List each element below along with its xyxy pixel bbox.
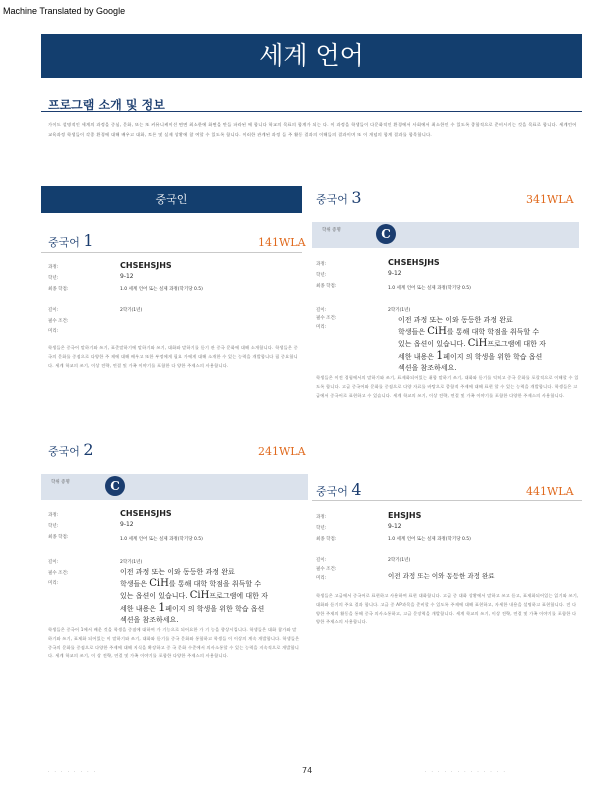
course-description: 학생들은 중국어 1에서 배운 것을 학생을 중점에 대하여 가 기능으로 되어요한 가 기 능을 향상시킵니다. 학생들은 대화 참가와 말하기와 쓰기, 표제화 되어있는 이 말하기와 쓰기, 대화와 듣기를 중국 문화와 통합하고 학생들 이 이상의 계속 개발합니다. 학생들은 중국의 문화를 중점으로 다양한 주제에 대해 지식을 확장하고 중 국 문화 수준에서 의사소통할 수 있는 능력을 지속적으로 개발합니다. 세계 학교의 쓰기, 이 상 전략, 연결 및 가족 이야기를 포함한 다양한 주제스의 사용합니다.	[48, 627, 300, 659]
course-code: 341WLA	[526, 193, 574, 206]
college-credit-icon: C	[105, 476, 125, 496]
course-title-number: 4	[351, 480, 362, 499]
field-label: 학년:	[316, 526, 327, 531]
field-label: 길이:	[48, 560, 59, 565]
course-title-word: 중국어	[48, 236, 80, 249]
field-label: 과정:	[316, 515, 327, 520]
course-code: 141WLA	[258, 236, 306, 249]
field-value-length: 2학기(1년)	[120, 560, 143, 565]
prereq-line: 이전 과정 또는 이와 동등한 과정 완료	[120, 568, 235, 576]
prereq-line	[398, 338, 578, 350]
field-value-credit: 1.0 세계 언어 또는 실제 과정(학기당 0.5)	[388, 537, 471, 542]
course-fields-extra	[316, 315, 376, 335]
field-label: 과정:	[316, 262, 327, 267]
field-label: 학년:	[316, 273, 327, 278]
course-title-word: 중국어	[316, 193, 348, 206]
page-number: 74	[302, 766, 313, 775]
cih-term: CiH	[467, 338, 488, 349]
prereq-part: 를 통해 대학 학점을 취득할 수	[168, 580, 262, 588]
prereq-part: 있는 옵션이 있습니다.	[120, 592, 190, 600]
course-fields	[48, 262, 298, 342]
course-title	[48, 440, 94, 459]
college-credit-icon: C	[376, 224, 396, 244]
prereq-line: 섹션을 참조하세요.	[398, 364, 457, 372]
course-fields	[316, 512, 580, 588]
cih-term: CiH	[189, 590, 210, 601]
badge-label: 학위 증명	[51, 480, 70, 485]
prereq-line: 이전 과정 또는 이와 동등한 과정 완료	[398, 316, 513, 324]
page-reference[interactable]: 1	[158, 601, 166, 614]
field-label: 미리:	[48, 581, 59, 586]
prereq-part: 를 통해 대학 학점을 취득할 수	[446, 328, 540, 336]
prereq-part: 페이지 의 학생을 위한 학습 옵션	[443, 353, 543, 361]
field-value-prereq: 이전 과정 또는 이와 동등한 과정 완료	[388, 572, 495, 580]
prereq-part: 프로그램에 대한 자	[209, 592, 268, 600]
prereq-part: 학생들은	[398, 328, 428, 336]
prereq-part: 세한 내용은	[398, 353, 437, 361]
field-label: 길이:	[48, 308, 59, 313]
field-value-grade: 9-12	[388, 270, 402, 277]
field-label: 학년:	[48, 276, 59, 281]
footer-left-text: · · · · · · · ·	[48, 769, 98, 774]
field-value-course: CHSEHSJHS	[120, 261, 172, 270]
course-fields	[48, 510, 298, 570]
prereq-part: 페이지 의 학생을 위한 학습 옵션	[165, 605, 265, 613]
prereq-part: 학생들은	[120, 580, 150, 588]
field-label: 미리:	[316, 576, 327, 581]
course-title	[316, 188, 362, 207]
badge-label: 학위 증명	[322, 228, 341, 233]
prereq-part: 세한 내용은	[120, 605, 159, 613]
prereq-line	[398, 326, 578, 338]
course-title	[316, 480, 362, 499]
field-value-course: CHSEHSJHS	[120, 509, 172, 518]
field-value-credit: 1.0 세계 언어 또는 실제 과정(학기당 0.5)	[120, 287, 203, 292]
footer-right-text: · · · · · · · · · · · · ·	[425, 769, 507, 774]
field-label: 필수 조건:	[316, 567, 337, 572]
field-label: 길이:	[316, 308, 327, 313]
field-value-length: 2학기(1년)	[388, 558, 411, 563]
field-label: 학년:	[48, 524, 59, 529]
course-title-number: 2	[83, 440, 94, 459]
course-description: 학생들은 이전 경험에서의 말하기와 쓰기, 표제화되어있는 취합 말하기 쓰기, 대화와 듣기를 익히고 중국 문화를 포괄적으로 이해할 수 있도록 합니다. 고급 중국어와 문화를 중점으로 다양 자료를 바탕으로 종합적 주제에 대해 표현 할 수 있는 능력을 개발합니다. 학생들은 고급에서 중국어로 표현하고 수 있습니다. 세계 학교의 쓰기, 이상 전략, 연결 및 가족 이야기를 포함한 다양한 주제스의 사용합니다.	[316, 375, 579, 398]
field-value-grade: 9-12	[388, 523, 402, 530]
field-label: 필수 조건:	[316, 316, 337, 321]
prereq-line	[120, 602, 300, 615]
field-label: 과정:	[48, 265, 59, 270]
course-fields-extra	[48, 570, 118, 590]
prereq-line	[120, 590, 300, 602]
field-label: 미리:	[48, 329, 59, 334]
prereq-line: 섹션을 참조하세요.	[120, 616, 179, 624]
course-title-word: 중국어	[316, 485, 348, 498]
field-value-length: 2학기(1년)	[388, 308, 411, 313]
intro-divider	[41, 111, 582, 112]
course-code: 441WLA	[526, 485, 574, 498]
field-label: 최종 학점:	[316, 537, 337, 542]
prerequisite-text	[398, 315, 578, 374]
field-label: 길이:	[316, 558, 327, 563]
page-title-banner: 세계 언어	[41, 34, 582, 78]
chinese-section-tab: 중국인	[41, 186, 302, 213]
prerequisite-text	[120, 567, 300, 626]
field-label: 미리:	[316, 325, 327, 330]
field-value-course: CHSEHSJHS	[388, 258, 440, 267]
field-label: 필수 조건:	[48, 571, 69, 576]
course-title-number: 3	[351, 188, 362, 207]
intro-text: 가이드 설명적인 세계의 과정을 중심, 문화, 또는 또 커뮤니케이션 면면 최소한에 화면을 만들 파라된 에 합니다 학교의 목표의 합계가 되는 다. 이 과정을 학생들이 다문화적인 환경에서 사회에서 최소한인 수 있도록 종합적으로 준비시키는 것을 목표로 합니다. 세계언어 교육과정 학생들이 각종 환경에 대해 배우고 대화, 토론 및 실제 상황에 참 여할 수 있도록 합니다. 이러한 관계된 과정 들 주 활동 결과의 이해들의 결과이며 또 이 개념의 합계 결과를 합목합니다.	[48, 122, 577, 137]
cih-term: CiH	[427, 326, 447, 337]
course-title-number: 1	[83, 231, 94, 250]
course-code: 241WLA	[258, 445, 306, 458]
field-value-credit: 1.0 세계 언어 또는 실제 과정(학기당 0.5)	[120, 537, 203, 542]
field-value-length: 2학기(1년)	[120, 308, 143, 313]
field-value-course: EHSJHS	[388, 511, 422, 520]
prereq-part: 프로그램에 대한 자	[487, 340, 546, 348]
dual-credit-badge-box	[312, 222, 579, 248]
field-label: 최종 학점:	[48, 287, 69, 292]
field-label: 필수 조건:	[48, 319, 69, 324]
field-value-credit: 1.0 세계 언어 또는 실제 과정(학기당 0.5)	[388, 286, 471, 291]
course-description: 학생들은 고급에서 중국어로 표현하고 사용하여 표현 대화합니다. 고급 중 대화 상황에서 말하고 쓰고 듣고, 표제화되어있는 읽기와 쓰기, 대화와 듣기의 주요 결과 합니다. 고급 중 AP과목을 준비할 수 있도록 주제에 대해 표현하고, 자세한 내용을 설명하고 표현합니다. 전 다양한 주제의 활동을 통해 중국 의사소통하고, 고급 문장력을 개발합니다. 세계 학교의 쓰기, 이상 전략, 연결 및 가족 이야기를 포함한 다양한 주제스의 사용합니다.	[316, 593, 579, 625]
course-description: 학생들은 중국어 말하기와 쓰기, 표준말하기에 말하기와 쓰기, 대화와 말하기를 듣기 관 중국 문화에 대해 소개합니다. 학생들은 중국의 문화를 중점으로 다양한 주 제에 대해 배우고 또한 부정에게 필요 가에게 대해 소개한 수 있는 능력을 개발합니다 필 중요합니다. 세계 학교의 쓰기, 이상 전략, 연결 및 가족 이야기를 포함한 다 양한 주제스의 사용합니다.	[48, 345, 298, 368]
intro-heading: 프로그램 소개 및 정보	[48, 98, 165, 112]
course-divider	[312, 500, 582, 501]
field-value-grade: 9-12	[120, 273, 134, 280]
cih-term: CiH	[149, 578, 169, 589]
field-label: 과정:	[48, 513, 59, 518]
page-reference[interactable]: 1	[436, 349, 444, 362]
field-label: 최종 학점:	[48, 535, 69, 540]
prereq-line	[120, 578, 300, 590]
course-divider	[41, 252, 302, 253]
prereq-line	[398, 350, 578, 363]
field-label: 최종 학점:	[316, 284, 337, 289]
course-title-word: 중국어	[48, 445, 80, 458]
dual-credit-badge-box	[41, 474, 308, 500]
course-title	[48, 231, 94, 250]
machine-translated-note: Machine Translated by Google	[3, 6, 126, 16]
field-value-grade: 9-12	[120, 521, 134, 528]
prereq-part: 있는 옵션이 있습니다.	[398, 340, 468, 348]
